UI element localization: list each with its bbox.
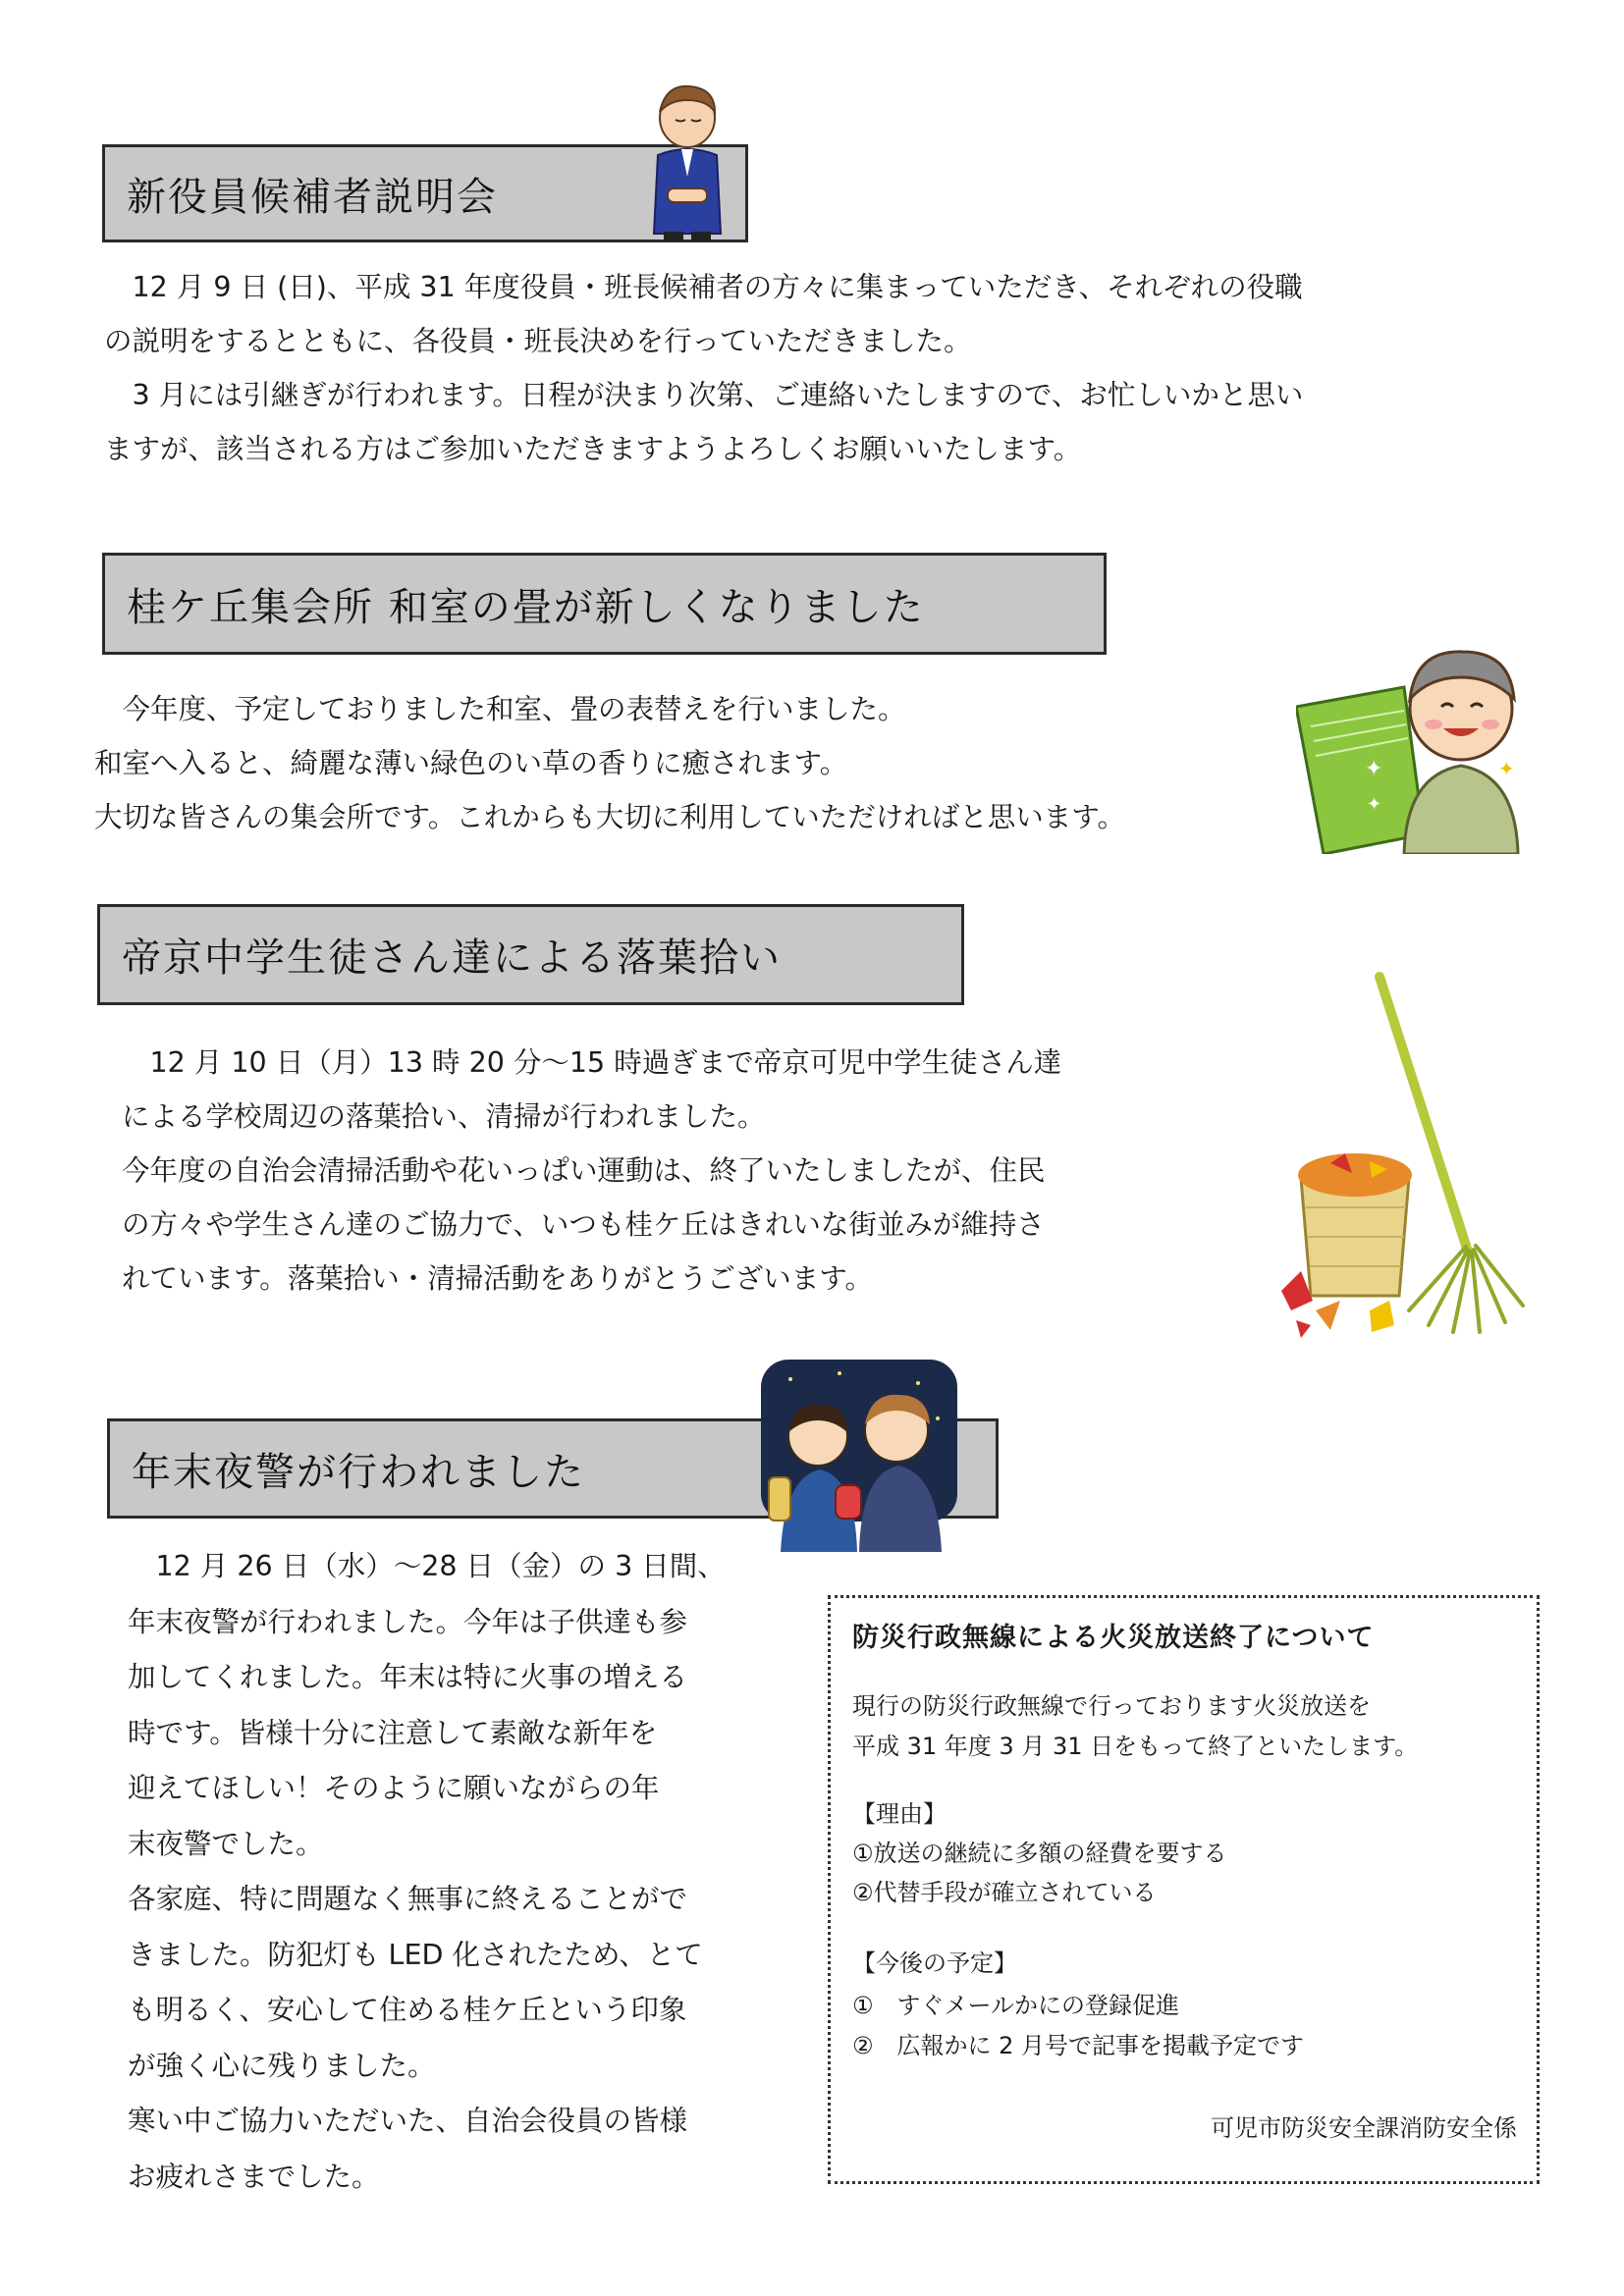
notice-body-line: 平成 31 年度 3 月 31 日をもって終了といたします。 <box>852 1733 1419 1760</box>
section-1-title: 新役員候補者説明会 <box>127 174 498 220</box>
section-3-line: 今年度の自治会清掃活動や花いっぱい運動は、終了いたしましたが、住民 <box>122 1154 1046 1187</box>
section-4-line: 時です。皆様十分に注意して素敵な新年を <box>128 1716 658 1749</box>
notice-reason-heading: 【理由】 <box>852 1800 947 1828</box>
section-4-line: 寒い中ご協力いただいた、自治会役員の皆様 <box>128 2105 688 2137</box>
section-2-body <box>94 682 1125 844</box>
section-2-line: 今年度、予定しておりました和室、畳の表替えを行いました。 <box>94 693 906 725</box>
section-2-title: 桂ケ丘集会所 和室の畳が新しくなりました <box>127 584 925 630</box>
section-4-line: きました。防犯灯も LED 化されたため、とて <box>128 1938 703 1971</box>
notice-reason-item: ②代替手段が確立されている <box>852 1879 1157 1906</box>
section-3-line: 12 月 10 日（月）13 時 20 分～15 時過ぎまで帝京可児中学生徒さん達 <box>122 1046 1062 1079</box>
section-4-line: 12 月 26 日（水）～28 日（金）の 3 日間、 <box>128 1550 726 1582</box>
fire-broadcast-notice <box>828 1595 1540 2184</box>
svg-text:✦: ✦ <box>1498 757 1515 780</box>
section-4-line: も明るく、安心して住める桂ケ丘という印象 <box>128 1994 687 2026</box>
section-2-line: 大切な皆さんの集会所です。これからも大切に利用していただければと思います。 <box>94 801 1125 833</box>
section-2-line: 和室へ入ると、綺麗な薄い緑色のい草の香りに癒されます。 <box>94 747 848 779</box>
section-4-line: 末夜警でした。 <box>128 1827 324 1860</box>
leaves-rake-illustration <box>1262 967 1527 1345</box>
section-4-line: が強く心に残りました。 <box>128 2049 436 2082</box>
night-watch-children-illustration <box>761 1360 957 1556</box>
section-3-title: 帝京中学生徒さん達による落葉拾い <box>122 935 782 981</box>
bowing-man-illustration <box>638 79 736 245</box>
section-2-heading <box>102 553 1107 655</box>
section-4-line: お疲れさまでした。 <box>128 2160 380 2193</box>
section-3-line: れています。落葉拾い・清掃活動をありがとうございます。 <box>122 1262 873 1295</box>
section-1-line: ますが、該当される方はご参加いただきますようよろしくお願いいたします。 <box>104 433 1082 465</box>
notice-plan-item: ① すぐメールかにの登録促進 <box>852 1992 1180 2019</box>
section-1-line: の説明をするとともに、各役員・班長決めを行っていただきました。 <box>104 325 972 357</box>
notice-plan-item: ② 広報かに 2 月号で記事を掲載予定です <box>852 2032 1305 2059</box>
section-4-title: 年末夜警が行われました <box>132 1449 585 1495</box>
section-4-line: 年末夜警が行われました。今年は子供達も参 <box>128 1605 688 1638</box>
section-3-heading <box>97 904 964 1005</box>
section-1-body <box>104 260 1303 476</box>
section-4-line: 各家庭、特に問題なく無事に終えることがで <box>128 1883 688 1915</box>
notice-plan-heading: 【今後の予定】 <box>852 1949 1017 1977</box>
notice-title: 防災行政無線による火災放送終了について <box>852 1623 1375 1653</box>
section-4-line: 加してくれました。年末は特に火事の増える <box>128 1661 688 1693</box>
section-4-line: 迎えてほしい！そのように願いながらの年 <box>128 1772 660 1804</box>
section-3-body <box>122 1036 1061 1306</box>
section-3-line: による学校周辺の落葉拾い、清掃が行われました。 <box>122 1100 766 1133</box>
notice-signature: 可児市防災安全課消防安全係 <box>1211 2114 1517 2142</box>
svg-text:✦: ✦ <box>1367 794 1382 815</box>
section-4-body <box>128 1539 726 2205</box>
section-1-line: 3 月には引継ぎが行われます。日程が決まり次第、ご連絡いたしますので、お忙しいかと思い <box>104 379 1304 411</box>
section-3-line: の方々や学生さん達のご協力で、いつも桂ケ丘はきれいな街並みが維持さ <box>122 1208 1045 1241</box>
svg-text:✦: ✦ <box>1365 757 1383 781</box>
notice-reason-item: ①放送の継続に多額の経費を要する <box>852 1840 1227 1867</box>
notice-body-line: 現行の防災行政無線で行っております火災放送を <box>852 1692 1371 1720</box>
tatami-man-illustration <box>1296 638 1532 854</box>
section-1-line: 12 月 9 日 (日)、平成 31 年度役員・班長候補者の方々に集まっていただき、それぞれの役職 <box>104 271 1303 303</box>
